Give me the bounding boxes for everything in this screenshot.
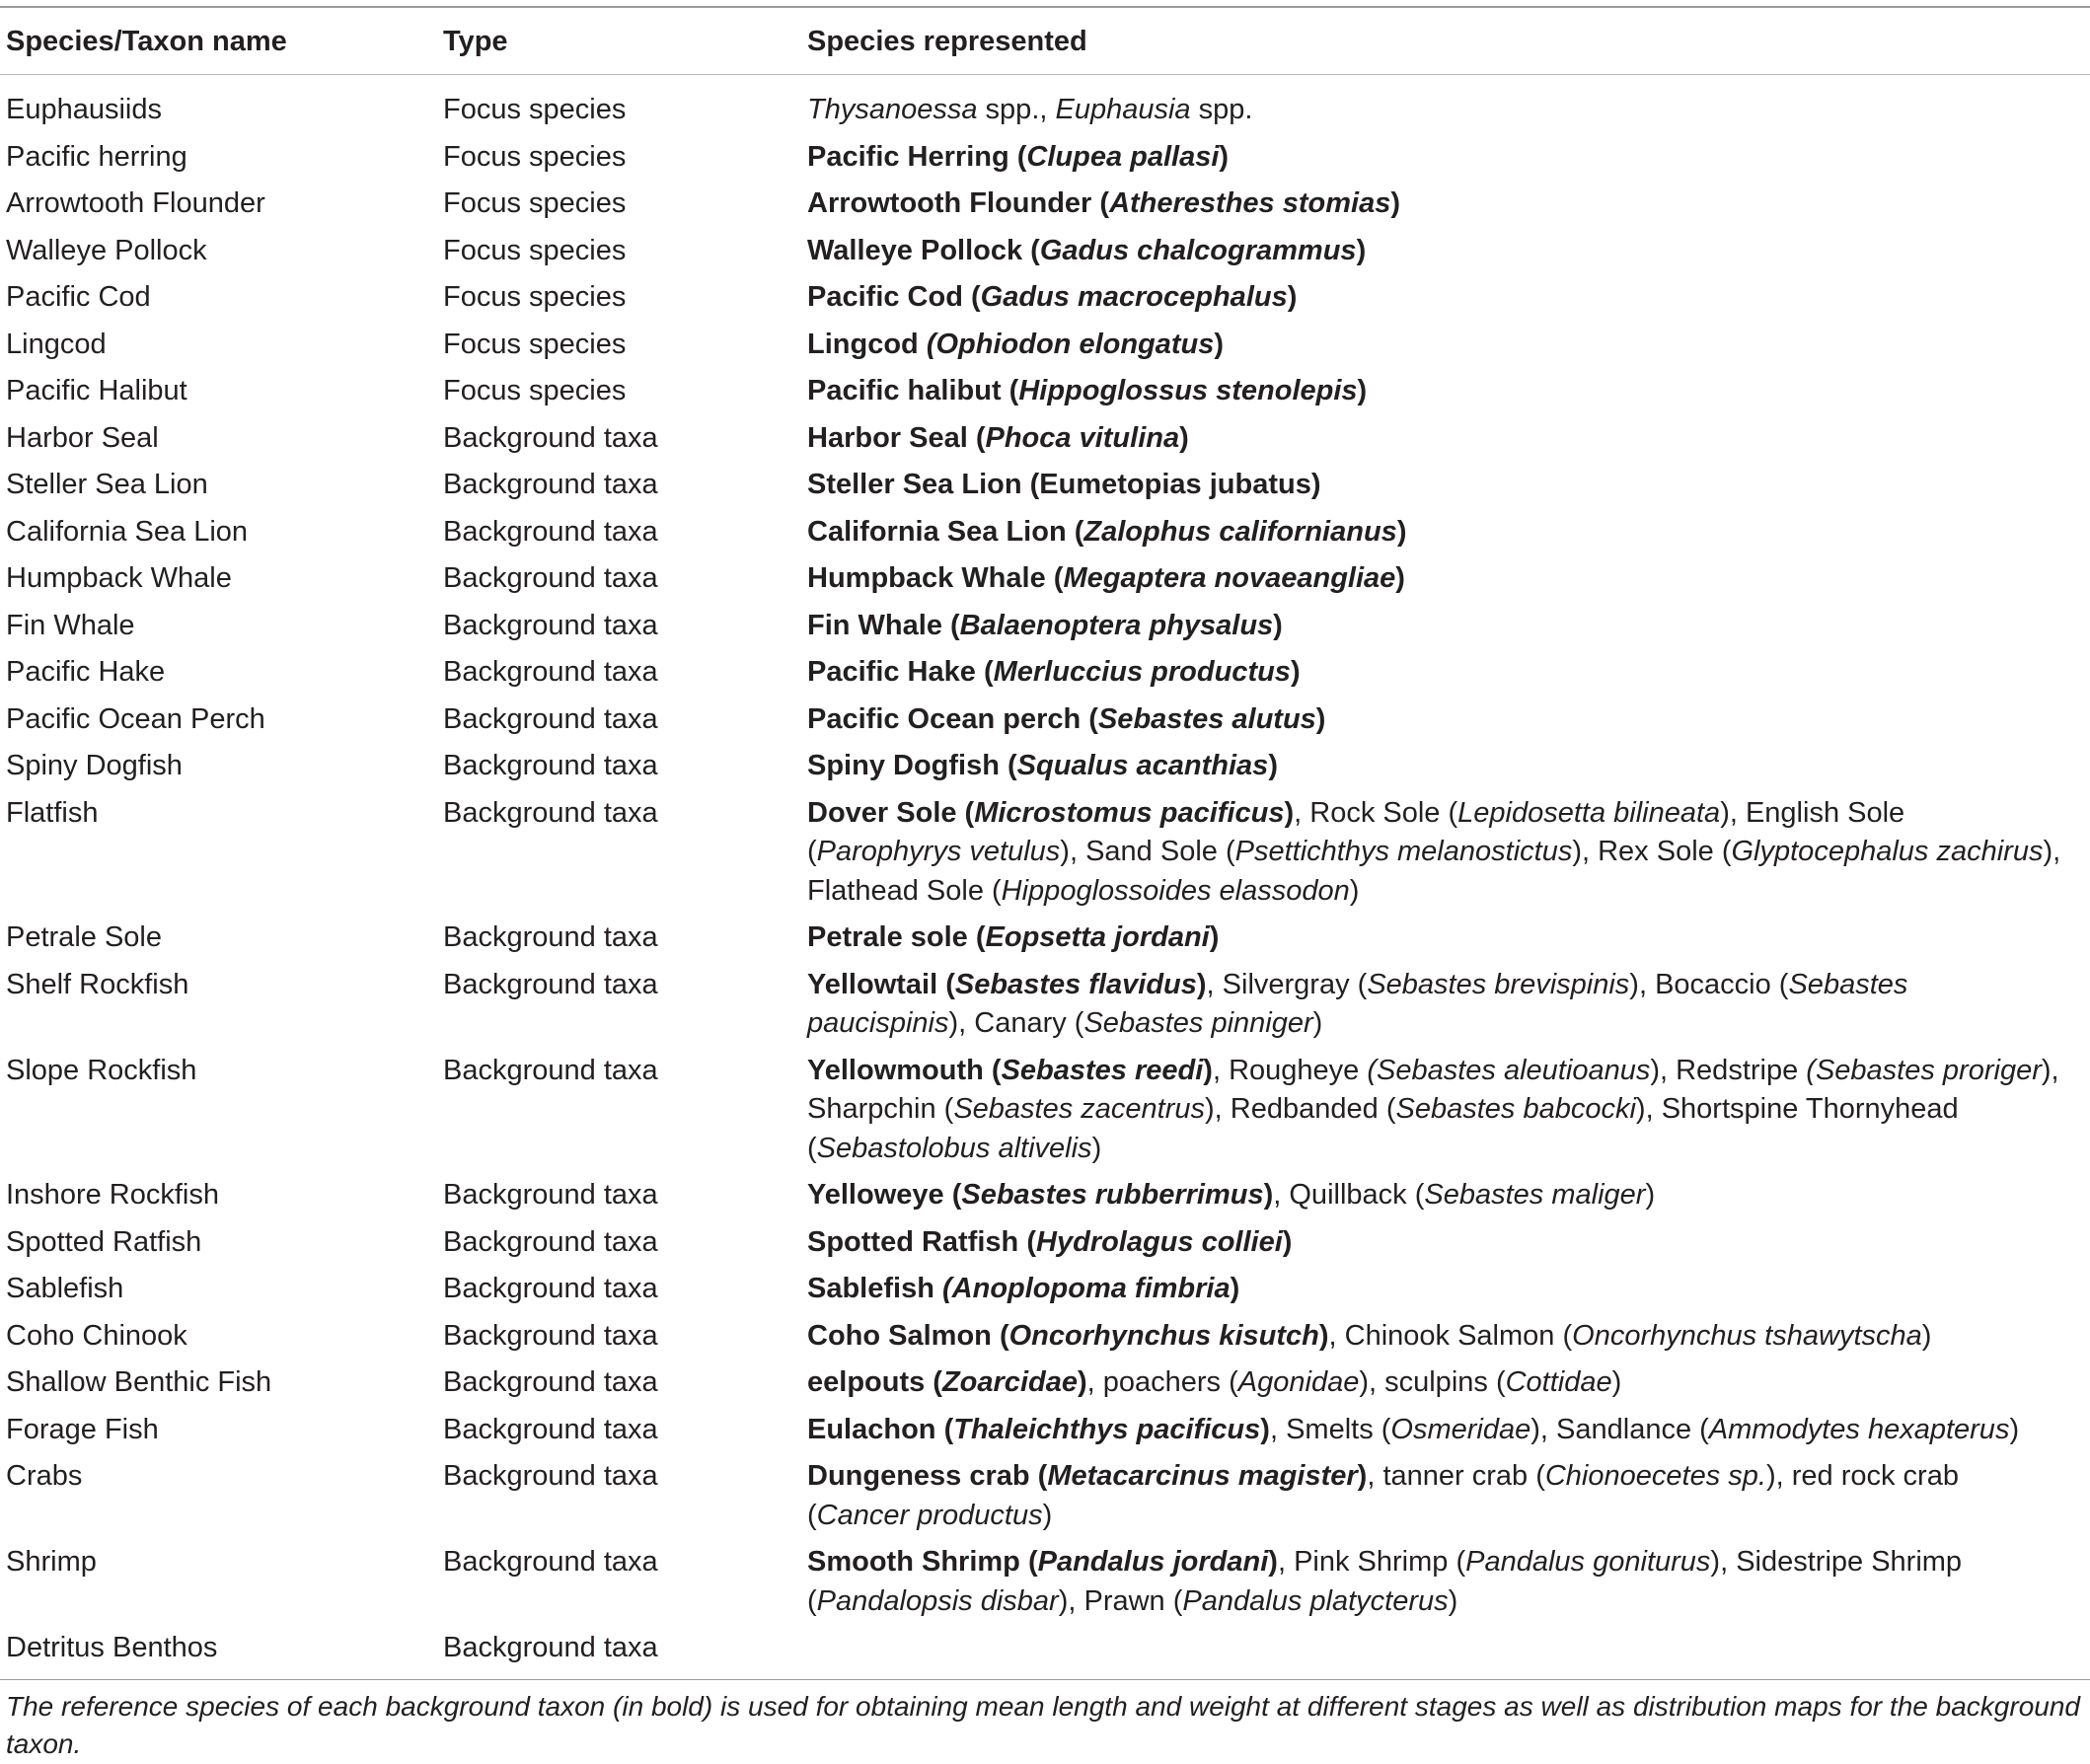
cell-taxon: Shrimp — [6, 1546, 97, 1578]
cell-taxon: Fin Whale — [6, 609, 135, 641]
table-row — [0, 1411, 2090, 1458]
species-text: Thysanoessa — [807, 94, 978, 125]
cell-type: Background taxa — [443, 1319, 658, 1352]
cell-type: Background taxa — [443, 421, 658, 454]
table-row — [0, 513, 2090, 560]
cell-represented — [807, 919, 2065, 958]
species-text: ) — [1042, 1499, 1053, 1531]
table-row — [0, 326, 2090, 373]
species-text: Yelloweye ( — [807, 1179, 962, 1211]
cell-represented — [807, 607, 2065, 646]
species-text: Lingcod — [807, 328, 927, 360]
species-text: Thaleichthys pacificus — [953, 1413, 1261, 1445]
species-text: Pandalus jordani — [1037, 1546, 1269, 1578]
species-text: Oncorhynchus tshawytscha — [1572, 1319, 1922, 1352]
cell-represented — [807, 1411, 2065, 1450]
table-row — [0, 1363, 2090, 1411]
species-text: ) — [1214, 328, 1225, 360]
table-row — [0, 1052, 2090, 1177]
cell-represented — [807, 653, 2065, 693]
cell-represented — [807, 747, 2065, 786]
species-text: California Sea Lion ( — [807, 515, 1084, 548]
species-text: Arrowtooth Flounder ( — [807, 187, 1110, 219]
cell-taxon: Lingcod — [6, 328, 107, 360]
table-footnote: The reference species of each background taxon (in bold) is used for obtaining mean length and weight at different stages as well as distribution maps for the background taxon. — [6, 1691, 2080, 1759]
species-text: (Ophiodon elongatus — [926, 328, 1215, 360]
species-text: Metacarcinus magister — [1047, 1460, 1358, 1492]
species-text: Megaptera novaeangliae — [1063, 562, 1396, 594]
cell-taxon: Steller Sea Lion — [6, 469, 208, 500]
cell-represented — [807, 559, 2065, 599]
table-row — [0, 747, 2090, 794]
species-text: , Silvergray ( — [1206, 968, 1368, 1000]
species-text: Spotted Ratfish ( — [807, 1225, 1036, 1258]
table-row — [0, 1270, 2090, 1317]
species-text: Fin Whale ( — [807, 609, 960, 641]
cell-type: Background taxa — [443, 1366, 658, 1398]
cell-type: Background taxa — [443, 609, 658, 641]
species-text: ) — [1077, 1366, 1087, 1398]
cell-represented — [807, 138, 2065, 178]
species-text: , Quillback ( — [1273, 1179, 1425, 1211]
cell-represented — [807, 1363, 2065, 1403]
table-row — [0, 184, 2090, 232]
cell-type: Background taxa — [443, 702, 658, 735]
species-text: Harbor Seal ( — [807, 421, 986, 454]
species-text: ) — [1921, 1319, 1932, 1352]
species-text: Pacific Hake ( — [807, 656, 994, 688]
species-text: ) — [1268, 1546, 1278, 1578]
species-text: Gadus macrocephalus — [980, 281, 1288, 313]
cell-type: Background taxa — [443, 921, 658, 953]
species-text: Hydrolagus colliei — [1036, 1225, 1283, 1258]
species-text: Humpback Whale ( — [807, 562, 1064, 594]
table-row — [0, 1176, 2090, 1223]
cell-type: Background taxa — [443, 1179, 658, 1211]
cell-represented — [807, 466, 2065, 505]
species-text: ), Sidestripe Shrimp ( — [807, 1546, 1963, 1617]
species-text: Sebastes brevispinis — [1367, 968, 1630, 1000]
species-text: ), red rock crab ( — [807, 1460, 1959, 1531]
table-row — [0, 1457, 2090, 1543]
header-taxon: Species/Taxon name — [6, 26, 287, 57]
species-text: ) — [1315, 702, 1326, 735]
species-text: ) — [1230, 1273, 1240, 1304]
cell-type: Background taxa — [443, 469, 658, 500]
species-text: Coho Salmon ( — [807, 1319, 1009, 1352]
cell-type: Focus species — [443, 375, 627, 406]
table-row — [0, 919, 2090, 966]
cell-represented — [807, 1317, 2065, 1357]
species-text: Atheresthes stomias — [1109, 187, 1391, 219]
cell-taxon: Coho Chinook — [6, 1319, 187, 1352]
cell-taxon: Humpback Whale — [6, 562, 232, 594]
species-text: Hippoglossoides elassodon — [1001, 874, 1350, 907]
species-text: ), Redbanded ( — [1205, 1093, 1396, 1125]
cell-taxon: Shelf Rockfish — [6, 968, 189, 1000]
species-text: ) — [1203, 1054, 1213, 1086]
cell-type: Background taxa — [443, 1460, 658, 1492]
species-text: Sebastes paucispinis — [807, 968, 1908, 1039]
table-row — [0, 466, 2090, 513]
species-text: Lepidosetta bilineata — [1457, 796, 1721, 829]
species-text: ) — [1260, 1413, 1270, 1445]
cell-represented — [807, 1543, 2065, 1621]
species-text: ) — [1396, 515, 1407, 548]
species-text: Hippoglossus stenolepis — [1018, 375, 1358, 406]
species-text: Osmeridae — [1390, 1413, 1531, 1445]
species-text: Sebastes zacentrus — [953, 1093, 1206, 1125]
cell-taxon: California Sea Lion — [6, 515, 249, 548]
species-text: ) — [1196, 968, 1207, 1000]
cell-taxon: Pacific Hake — [6, 656, 166, 688]
species-text: ), Rex Sole ( — [1572, 836, 1732, 867]
cell-represented — [807, 1629, 2065, 1668]
species-text: Euphausia — [1055, 94, 1191, 125]
species-text: Pandalus platycterus — [1182, 1584, 1449, 1617]
cell-type: Background taxa — [443, 1273, 658, 1304]
species-text: Dover Sole ( — [807, 796, 975, 829]
table-row — [0, 559, 2090, 607]
species-text: ) — [1263, 1179, 1274, 1211]
species-text: (Sebastes proriger — [1806, 1054, 2042, 1086]
cell-represented — [807, 184, 2065, 224]
species-text: ) — [1209, 921, 1220, 953]
species-text: ) — [1357, 1460, 1368, 1492]
table-top-rule — [0, 6, 2090, 8]
species-text: ), Sandlance ( — [1530, 1413, 1709, 1445]
cell-type: Focus species — [443, 328, 627, 360]
species-text: ) — [1273, 609, 1283, 641]
cell-taxon: Slope Rockfish — [6, 1054, 197, 1086]
species-text: Merluccius productus — [993, 656, 1291, 688]
species-text: ), Prawn ( — [1058, 1584, 1183, 1617]
species-text: ) — [1357, 375, 1368, 406]
cell-represented — [807, 326, 2065, 365]
cell-type: Focus species — [443, 94, 627, 125]
header-represented: Species represented — [807, 26, 1087, 57]
cell-taxon: Pacific Cod — [6, 281, 151, 313]
species-text: Sebastes maliger — [1424, 1179, 1646, 1211]
cell-represented — [807, 1457, 2065, 1535]
cell-taxon: Pacific Halibut — [6, 375, 187, 406]
species-text: Glyptocephalus zachirus — [1731, 836, 2044, 867]
cell-type: Focus species — [443, 281, 627, 313]
table-row — [0, 794, 2090, 919]
table-bottom-rule — [0, 1679, 2090, 1680]
species-text: ), Sharpchin ( — [807, 1054, 2059, 1125]
species-text: Zoarcidae — [941, 1366, 1078, 1398]
species-text: Pacific Ocean perch ( — [807, 702, 1098, 735]
cell-taxon: Walleye Pollock — [6, 234, 207, 266]
species-text: ) — [1290, 656, 1301, 688]
cell-type: Background taxa — [443, 1054, 658, 1086]
species-text: Pacific halibut ( — [807, 375, 1019, 406]
species-text: Ammodytes hexapterus — [1708, 1413, 2010, 1445]
cell-taxon: Petrale Sole — [6, 921, 162, 953]
species-text: Eulachon ( — [807, 1413, 954, 1445]
table-row — [0, 278, 2090, 326]
species-text: Balaenoptera physalus — [959, 609, 1274, 641]
species-text: Phoca vitulina — [985, 421, 1180, 454]
species-text: Sebastes rubberrimus — [961, 1179, 1264, 1211]
species-text: Pacific Herring ( — [807, 140, 1027, 173]
species-text: ) — [1448, 1584, 1458, 1617]
species-text: Cottidae — [1505, 1366, 1612, 1398]
cell-type: Background taxa — [443, 515, 658, 548]
species-text: Yellowtail ( — [807, 968, 955, 1000]
cell-represented — [807, 700, 2065, 740]
species-text: Parophyrys vetulus — [816, 836, 1061, 867]
species-text: eelpouts ( — [807, 1366, 942, 1398]
cell-taxon: Spotted Ratfish — [6, 1225, 202, 1258]
species-text: Sebastes babcocki — [1395, 1093, 1636, 1125]
cell-represented — [807, 1176, 2065, 1215]
species-text: (Anoplopoma fimbria — [942, 1273, 1231, 1304]
species-text: Zalophus californianus — [1083, 515, 1397, 548]
cell-taxon: Harbor Seal — [6, 421, 159, 454]
species-text: ) — [1349, 874, 1360, 907]
table-header-rule — [0, 74, 2090, 75]
species-text: ) — [1645, 1179, 1656, 1211]
table-row — [0, 1223, 2090, 1271]
species-text: Chionoecetes sp. — [1544, 1460, 1766, 1492]
species-text: Sebastes reedi — [1001, 1054, 1204, 1086]
cell-represented — [807, 1052, 2065, 1169]
cell-type: Background taxa — [443, 968, 658, 1000]
species-text: , poachers ( — [1086, 1366, 1238, 1398]
species-text: spp. — [1190, 94, 1253, 125]
table-row — [0, 1629, 2090, 1676]
species-text: Dungeness crab ( — [807, 1460, 1048, 1492]
cell-type: Background taxa — [443, 1546, 658, 1578]
species-text: Pandalopsis disbar — [816, 1584, 1059, 1617]
cell-represented — [807, 278, 2065, 318]
species-text: ), Redstripe — [1650, 1054, 1807, 1086]
cell-type: Focus species — [443, 187, 627, 219]
cell-taxon: Crabs — [6, 1460, 83, 1492]
species-text: Pacific Cod ( — [807, 281, 981, 313]
cell-represented — [807, 966, 2065, 1044]
species-text: ) — [1268, 750, 1278, 781]
species-text: ) — [1395, 562, 1405, 594]
species-text: ) — [1179, 421, 1189, 454]
cell-taxon: Pacific Ocean Perch — [6, 702, 265, 735]
species-text: Sebastes pinniger — [1083, 1007, 1313, 1039]
cell-taxon: Forage Fish — [6, 1413, 159, 1445]
cell-taxon: Spiny Dogfish — [6, 750, 183, 781]
cell-represented — [807, 372, 2065, 411]
table-row — [0, 1317, 2090, 1364]
cell-represented — [807, 1223, 2065, 1263]
species-text: Smooth Shrimp ( — [807, 1546, 1038, 1578]
species-text: ), Shortspine Thornyhead ( — [807, 1093, 1959, 1164]
table-header — [0, 22, 2090, 61]
species-text: ), English Sole ( — [807, 796, 1905, 867]
cell-taxon: Sablefish — [6, 1273, 124, 1304]
cell-type: Background taxa — [443, 656, 658, 688]
cell-taxon: Pacific herring — [6, 140, 187, 173]
species-text: ) — [1312, 1007, 1323, 1039]
table-row — [0, 653, 2090, 700]
species-text: ), sculpins ( — [1359, 1366, 1506, 1398]
species-text: Agonidae — [1237, 1366, 1360, 1398]
cell-taxon: Euphausiids — [6, 94, 162, 125]
cell-represented — [807, 232, 2065, 271]
species-text: Clupea pallasi — [1026, 140, 1220, 173]
species-text: , Rougheye — [1212, 1054, 1368, 1086]
species-text: Sebastes alutus — [1097, 702, 1316, 735]
species-text: ) — [2009, 1413, 2020, 1445]
table-row — [0, 966, 2090, 1052]
table-row — [0, 419, 2090, 467]
species-text: Oncorhynchus kisutch — [1008, 1319, 1319, 1352]
species-text: ) — [1287, 281, 1298, 313]
cell-type: Background taxa — [443, 796, 658, 829]
table-row — [0, 607, 2090, 654]
cell-type: Background taxa — [443, 750, 658, 781]
species-text: , tanner crab ( — [1367, 1460, 1545, 1492]
cell-represented — [807, 513, 2065, 552]
species-text: ) — [1611, 1366, 1622, 1398]
species-text: Sebastes flavidus — [954, 968, 1197, 1000]
table-row — [0, 91, 2090, 138]
cell-taxon: Flatfish — [6, 796, 99, 829]
cell-type: Focus species — [443, 234, 627, 266]
species-text: ), Canary ( — [948, 1007, 1084, 1039]
species-text: Steller Sea Lion (Eumetopias jubatus) — [807, 469, 1321, 500]
cell-represented — [807, 794, 2065, 912]
species-text: (Sebastes aleutioanus — [1367, 1054, 1651, 1086]
table-row — [0, 138, 2090, 185]
cell-represented — [807, 419, 2065, 459]
species-text: Walleye Pollock ( — [807, 234, 1040, 266]
species-text: Sebastolobus altivelis — [816, 1132, 1092, 1164]
cell-type: Background taxa — [443, 1632, 658, 1663]
cell-represented — [807, 1270, 2065, 1309]
species-text: Gadus chalcogrammus — [1039, 234, 1357, 266]
table-row — [0, 1543, 2090, 1629]
species-text: ) — [1356, 234, 1367, 266]
species-text: Petrale sole ( — [807, 921, 986, 953]
species-text: , Rock Sole ( — [1294, 796, 1458, 829]
species-text: ), Flathead Sole ( — [807, 836, 2061, 907]
species-text: Psettichthys melanostictus — [1234, 836, 1573, 867]
species-text: ) — [1284, 796, 1295, 829]
table-row — [0, 700, 2090, 748]
species-text: , Chinook Salmon ( — [1328, 1319, 1573, 1352]
species-text: , Smelts ( — [1269, 1413, 1391, 1445]
cell-taxon: Shallow Benthic Fish — [6, 1366, 272, 1398]
cell-type: Background taxa — [443, 562, 658, 594]
species-text: spp., — [977, 94, 1056, 125]
species-text: ) — [1318, 1319, 1329, 1352]
species-text: ) — [1390, 187, 1401, 219]
table-row — [0, 372, 2090, 419]
species-text: , Pink Shrimp ( — [1277, 1546, 1466, 1578]
cell-taxon: Inshore Rockfish — [6, 1179, 219, 1211]
species-text: ), Sand Sole ( — [1060, 836, 1235, 867]
species-text: Sablefish — [807, 1273, 942, 1304]
cell-taxon: Detritus Benthos — [6, 1632, 218, 1663]
cell-type: Background taxa — [443, 1413, 658, 1445]
cell-represented — [807, 91, 2065, 130]
species-text: Pandalus goniturus — [1465, 1546, 1711, 1578]
cell-type: Focus species — [443, 140, 627, 173]
species-text: Spiny Dogfish ( — [807, 750, 1017, 781]
species-text: Microstomus pacificus — [974, 796, 1285, 829]
species-text: ), Bocaccio ( — [1629, 968, 1789, 1000]
cell-taxon: Arrowtooth Flounder — [6, 187, 265, 219]
species-text: ) — [1219, 140, 1230, 173]
cell-type: Background taxa — [443, 1225, 658, 1258]
table-body — [0, 91, 2090, 1676]
species-text: Eopsetta jordani — [985, 921, 1210, 953]
species-text: ) — [1282, 1225, 1293, 1258]
header-type: Type — [443, 26, 508, 57]
species-text: ) — [1091, 1132, 1102, 1164]
species-text: Cancer productus — [816, 1499, 1043, 1531]
species-text: Yellowmouth ( — [807, 1054, 1002, 1086]
species-text: Squalus acanthias — [1016, 750, 1269, 781]
table-row — [0, 232, 2090, 279]
